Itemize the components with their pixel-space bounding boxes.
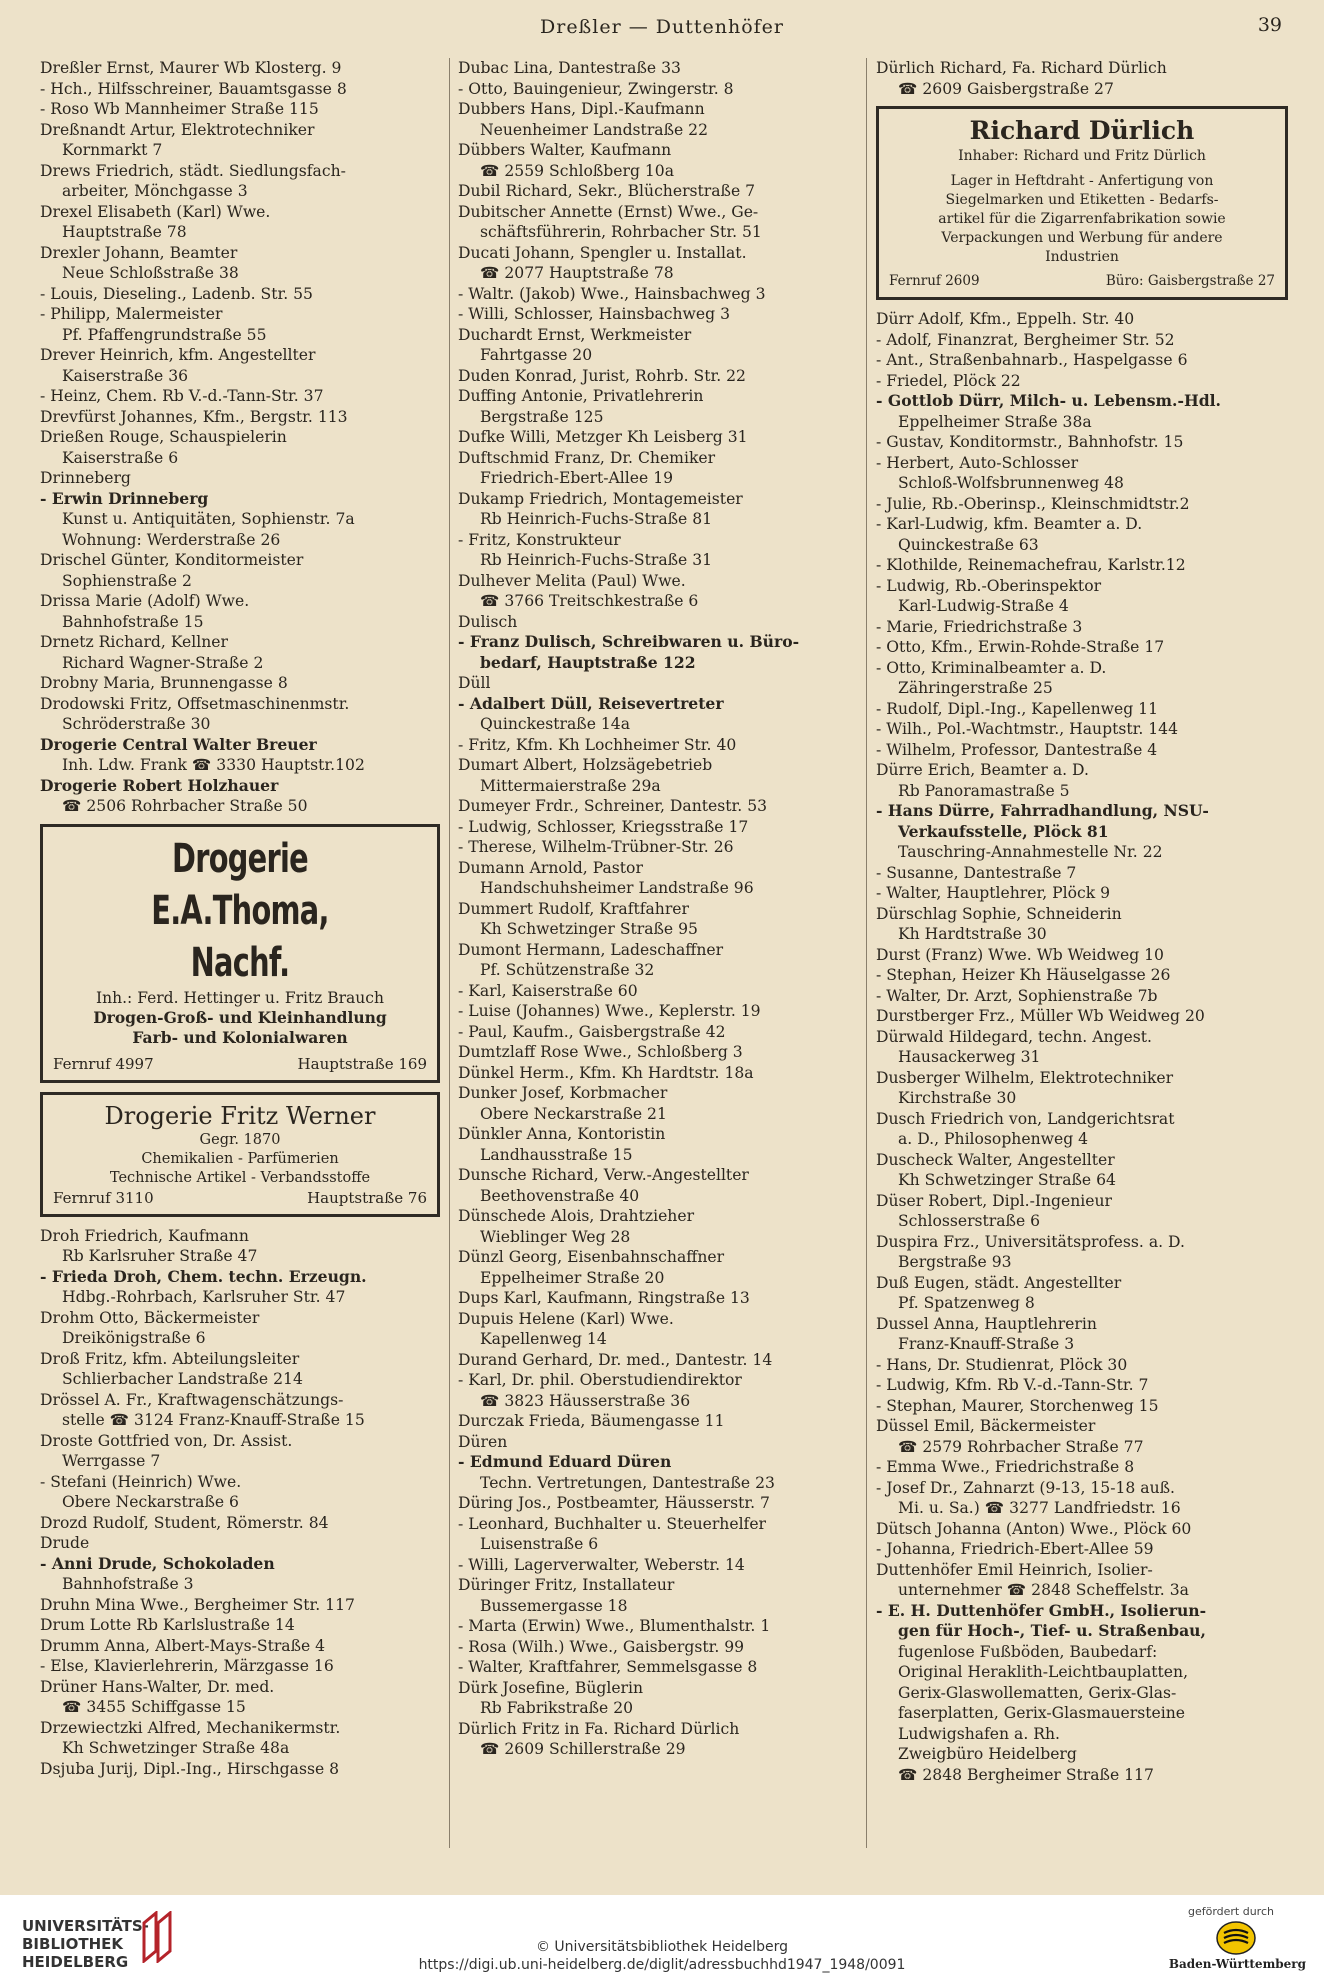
directory-entry: - Otto, Kriminalbeamter a. D. [876, 658, 1107, 677]
directory-entry: Rb Heinrich-Fuchs-Straße 81 [480, 510, 713, 528]
ad-owner: Inhaber: Richard und Fritz Dürlich [958, 148, 1206, 164]
directory-entry: ☎ 2609 Schillerstraße 29 [480, 1740, 686, 1758]
directory-entry: - Rudolf, Dipl.-Ing., Kapellenweg 11 [876, 699, 1158, 718]
directory-entry: Dsjuba Jurij, Dipl.-Ing., Hirschgasse 8 [40, 1759, 340, 1778]
directory-entry: Friedrich-Ebert-Allee 19 [480, 469, 674, 487]
directory-entry: - Willi, Schlosser, Hainsbachweg 3 [458, 305, 730, 323]
directory-entry: Dusch Friedrich von, Landgerichtsrat [876, 1109, 1175, 1128]
directory-entry: Dreßnandt Artur, Elektrotechniker [40, 120, 315, 139]
directory-entry: Drozd Rudolf, Student, Römerstr. 84 [40, 1513, 329, 1532]
directory-entry: Sophienstraße 2 [62, 571, 192, 590]
column-divider [449, 58, 450, 1848]
directory-entry: fugenlose Fußböden, Baubedarf: [898, 1642, 1158, 1661]
directory-entry: Druhn Mina Wwe., Bergheimer Str. 117 [40, 1595, 355, 1614]
directory-entry: Drevfürst Johannes, Kfm., Bergstr. 113 [40, 407, 348, 426]
directory-entry: Rb Heinrich-Fuchs-Straße 31 [480, 551, 713, 569]
directory-entry: Pf. Schützenstraße 32 [480, 961, 655, 979]
directory-entry: - Ludwig, Schlosser, Kriegsstraße 17 [458, 817, 749, 836]
directory-entry: Durczak Frieda, Bäumengasse 11 [458, 1412, 725, 1430]
directory-entry: Duchardt Ernst, Werkmeister [458, 325, 692, 344]
directory-entry: Dürlich Richard, Fa. Richard Dürlich [876, 59, 1167, 77]
directory-entry: Rb Panoramastraße 5 [898, 781, 1070, 800]
directory-entry: - Fritz, Kfm. Kh Lochheimer Str. 40 [458, 735, 737, 754]
directory-entry: Neue Schloßstraße 38 [62, 264, 239, 282]
directory-entry: Handschuhsheimer Landstraße 96 [480, 879, 754, 897]
directory-entry: - Johanna, Friedrich-Ebert-Allee 59 [876, 1540, 1154, 1558]
directory-entry: Wieblinger Weg 28 [480, 1227, 631, 1246]
directory-entry: Dubitscher Annette (Ernst) Wwe., Ge- [458, 202, 759, 221]
directory-entry: Dufke Willi, Metzger Kh Leisberg 31 [458, 428, 748, 446]
directory-entry: Duspira Frz., Universitätsprofess. a. D. [876, 1232, 1185, 1251]
directory-entry: ☎ 2579 Rohrbacher Straße 77 [898, 1437, 1144, 1456]
entry-list [876, 58, 1288, 99]
directory-entry: ☎ 2559 Schloßberg 10a [480, 161, 675, 180]
ad-line: Farb- und Kolonialwaren [132, 1027, 348, 1047]
sponsor-name: Baden-Württemberg [1168, 1957, 1306, 1971]
directory-entry: - Herbert, Auto-Schlosser [876, 453, 1079, 472]
directory-entry: Kh Schwetzinger Straße 95 [480, 920, 698, 938]
directory-entry: - Emma Wwe., Friedrichstraße 8 [876, 1458, 1135, 1476]
ad-richard-duerlich [876, 106, 1288, 300]
directory-entry: Dürr Adolf, Kfm., Eppelh. Str. 40 [876, 310, 1135, 328]
directory-entry: Dütsch Johanna (Anton) Wwe., Plöck 60 [876, 1519, 1192, 1538]
directory-entry: - Hans, Dr. Studienrat, Plöck 30 [876, 1355, 1128, 1374]
directory-entry: Dulisch [458, 612, 518, 631]
directory-entry: Düll [458, 674, 491, 692]
directory-entry: Dumann Arnold, Pastor [458, 858, 643, 877]
state-coat-of-arms-icon [1216, 1921, 1256, 1955]
directory-entry: a. D., Philosophenweg 4 [898, 1130, 1089, 1148]
directory-entry: ☎ 3455 Schiffgasse 15 [62, 1698, 246, 1716]
directory-entry: Drobny Maria, Brunnengasse 8 [40, 674, 288, 692]
directory-entry: Duttenhöfer Emil Heinrich, Isolier- [876, 1560, 1153, 1579]
directory-entry: - Walter, Kraftfahrer, Semmelsgasse 8 [458, 1658, 758, 1676]
directory-entry: Durand Gerhard, Dr. med., Dantestr. 14 [458, 1350, 773, 1369]
sponsor-prefix: gefördert durch [1187, 1905, 1274, 1918]
directory-entry: bedarf, Hauptstraße 122 [480, 652, 696, 672]
directory-entry: Mittermaierstraße 29a [480, 776, 661, 795]
directory-entry: Drumm Anna, Albert-Mays-Straße 4 [40, 1636, 326, 1655]
directory-entry: - Wilh., Pol.-Wachtmstr., Hauptstr. 144 [876, 720, 1179, 738]
directory-entry: Drnetz Richard, Kellner [40, 633, 228, 651]
directory-entry: Rb Fabrikstraße 20 [480, 1699, 634, 1717]
directory-entry: Wohnung: Werderstraße 26 [62, 530, 281, 549]
directory-entry: Richard Wagner-Straße 2 [62, 653, 264, 672]
directory-entry: ☎ 2506 Rohrbacher Straße 50 [62, 797, 308, 815]
column-1 [40, 58, 440, 1888]
directory-entry: - Luise (Johannes) Wwe., Keplerstr. 19 [458, 1002, 761, 1020]
directory-entry: Dünschede Alois, Drahtzieher [458, 1207, 695, 1225]
directory-entry: ☎ 3823 Häusserstraße 36 [480, 1391, 691, 1410]
directory-entry: Ludwigshafen a. Rh. [898, 1724, 1060, 1743]
directory-entry: Pf. Pfaffengrundstraße 55 [62, 325, 267, 344]
directory-entry: - Edmund Eduard Düren [458, 1452, 672, 1471]
ad-address: Hauptstraße 76 [307, 1188, 427, 1207]
ad-phone: Fernruf 3110 [53, 1188, 154, 1207]
directory-entry: Dups Karl, Kaufmann, Ringstraße 13 [458, 1289, 750, 1307]
ad-owner: Inh.: Ferd. Hettinger u. Fritz Brauch [96, 988, 384, 1007]
directory-entry: Dreikönigstraße 6 [62, 1329, 206, 1347]
directory-entry: - Frieda Droh, Chem. techn. Erzeugn. [40, 1266, 367, 1286]
entry-list [876, 309, 1288, 1785]
directory-entry: - E. H. Duttenhöfer GmbH., Isolierun- [876, 1600, 1207, 1620]
directory-entry: Kaiserstraße 36 [62, 366, 189, 385]
directory-entry: Dubbers Hans, Dipl.-Kaufmann [458, 100, 705, 118]
directory-entry: Durstberger Frz., Müller Wb Weidweg 20 [876, 1007, 1205, 1025]
directory-entry: Kirchstraße 30 [898, 1089, 1017, 1107]
directory-entry: Dürre Erich, Beamter a. D. [876, 761, 1089, 779]
directory-entry: Kaiserstraße 6 [62, 448, 179, 467]
library-name-line: UNIVERSITÄTS- [22, 1917, 149, 1935]
directory-entry: Kapellenweg 14 [480, 1330, 607, 1348]
directory-entry: - Otto, Kfm., Erwin-Rohde-Straße 17 [876, 638, 1165, 656]
directory-entry: Inh. Ldw. Frank ☎ 3330 Hauptstr.102 [62, 756, 365, 774]
directory-entry: - Karl-Ludwig, kfm. Beamter a. D. [876, 515, 1143, 533]
directory-entry: Drissa Marie (Adolf) Wwe. [40, 592, 250, 610]
directory-entry: - Gustav, Konditormstr., Bahnhofstr. 15 [876, 433, 1184, 451]
ad-line: Drogen-Groß- und Kleinhandlung [93, 1007, 387, 1027]
directory-entry: ☎ 3766 Treitschkestraße 6 [480, 592, 699, 610]
directory-entry: Bussemergasse 18 [480, 1596, 628, 1615]
directory-entry: Bahnhofstraße 3 [62, 1575, 194, 1593]
directory-entry: Mi. u. Sa.) ☎ 3277 Landfriedstr. 16 [898, 1499, 1181, 1517]
column-divider [866, 58, 867, 1848]
directory-entry: - Josef Dr., Zahnarzt (9-13, 15-18 auß. [876, 1478, 1175, 1497]
ad-address: Hauptstraße 169 [297, 1054, 427, 1073]
directory-entry: Gerix-Glaswollematten, Gerix-Glas- [898, 1683, 1177, 1702]
directory-entry: Original Heraklith-Leichtbauplatten, [898, 1663, 1189, 1681]
directory-entry: Bahnhofstraße 15 [62, 612, 204, 631]
directory-entry: Kh Schwetzinger Straße 64 [898, 1171, 1116, 1189]
directory-entry: Dünkler Anna, Kontoristin [458, 1125, 666, 1143]
directory-entry: Dürk Josefine, Büglerin [458, 1678, 644, 1697]
directory-entry: - Heinz, Chem. Rb V.-d.-Tann-Str. 37 [40, 387, 324, 405]
directory-entry: Franz-Knauff-Straße 3 [898, 1335, 1075, 1353]
directory-entry: - Stephan, Maurer, Storchenweg 15 [876, 1396, 1159, 1415]
ad-phone: Fernruf 4997 [53, 1054, 154, 1073]
page-header-title: Dreßler — Duttenhöfer [540, 16, 784, 38]
directory-entry: - Fritz, Konstrukteur [458, 530, 621, 549]
directory-entry: Obere Neckarstraße 21 [480, 1104, 667, 1123]
entry-list [458, 58, 856, 1760]
directory-entry: Beethovenstraße 40 [480, 1186, 640, 1205]
directory-entry: faserplatten, Gerix-Glasmauersteine [898, 1704, 1185, 1722]
ad-lines [889, 172, 1275, 267]
directory-entry: Dunsche Richard, Verw.-Angestellter [458, 1166, 749, 1184]
directory-entry: Duffing Antonie, Privatlehrerin [458, 387, 704, 405]
library-name-line: HEIDELBERG [22, 1953, 129, 1971]
directory-entry: Ducati Johann, Spengler u. Installat. [458, 243, 747, 262]
page-number: 39 [1257, 14, 1282, 36]
directory-entry: Drinneberg [40, 469, 131, 487]
directory-entry: Kh Hardtstraße 30 [898, 925, 1047, 943]
directory-entry: Dumont Hermann, Ladeschaffner [458, 940, 724, 959]
directory-entry: Pf. Spatzenweg 8 [898, 1294, 1035, 1312]
directory-entry: Tauschring-Annahmestelle Nr. 22 [898, 843, 1163, 861]
directory-entry: Schlosserstraße 6 [898, 1212, 1041, 1230]
directory-entry: Dübbers Walter, Kaufmann [458, 141, 672, 159]
directory-entry: Drever Heinrich, kfm. Angestellter [40, 346, 316, 364]
directory-entry: schäftsführerin, Rohrbacher Str. 51 [480, 223, 762, 241]
directory-entry: Drogerie Robert Holzhauer [40, 775, 279, 795]
directory-entry: ☎ 2609 Gaisbergstraße 27 [898, 79, 1114, 98]
directory-entry: Dunker Josef, Korbmacher [458, 1084, 668, 1102]
directory-entry: Zähringerstraße 25 [898, 679, 1053, 697]
directory-entry: Drzewiectzki Alfred, Mechanikermstr. [40, 1718, 341, 1737]
directory-entry: - Wilhelm, Professor, Dantestraße 4 [876, 740, 1158, 759]
ad-office: Büro: Gaisbergstraße 27 [1105, 273, 1275, 289]
directory-entry: arbeiter, Mönchgasse 3 [62, 182, 248, 200]
directory-entry: Karl-Ludwig-Straße 4 [898, 597, 1069, 615]
directory-entry: Droß Fritz, kfm. Abteilungsleiter [40, 1349, 300, 1368]
directory-entry: Dürwald Hildegard, techn. Angest. [876, 1027, 1152, 1046]
directory-entry: Düren [458, 1432, 508, 1451]
directory-entry: Dukamp Friedrich, Montagemeister [458, 489, 743, 508]
directory-entry: Düringer Fritz, Installateur [458, 1576, 675, 1594]
footer-bar [0, 1895, 1324, 1979]
ad-title: Richard Dürlich [969, 116, 1195, 145]
directory-entry: Drogerie Central Walter Breuer [40, 734, 317, 754]
directory-entry: Werrgasse 7 [62, 1452, 161, 1470]
directory-entry: Dulhever Melita (Paul) Wwe. [458, 571, 686, 590]
directory-entry: Fahrtgasse 20 [480, 346, 593, 364]
entry-list [40, 58, 440, 817]
directory-entry: Kornmarkt 7 [62, 141, 163, 159]
ad-line: Industrien [1045, 249, 1119, 265]
directory-entry: Drischel Günter, Konditormeister [40, 551, 304, 569]
directory-entry: - Klothilde, Reinemachefrau, Karlstr.12 [876, 556, 1186, 574]
directory-entry: Dünzl Georg, Eisenbahnschaffner [458, 1248, 725, 1266]
ad-line: artikel für die Zigarrenfabrikation sowie [938, 211, 1226, 227]
directory-entry: - Ludwig, Rb.-Oberinspektor [876, 576, 1102, 595]
directory-entry: - Stephan, Heizer Kh Häuselgasse 26 [876, 966, 1171, 984]
directory-entry: - Therese, Wilhelm-Trübner-Str. 26 [458, 838, 734, 856]
directory-entry: Landhausstraße 15 [480, 1145, 633, 1164]
directory-entry: Obere Neckarstraße 6 [62, 1493, 239, 1511]
directory-entry: Drexel Elisabeth (Karl) Wwe. [40, 202, 271, 221]
library-logo-icon [140, 1911, 184, 1963]
directory-entry: Kh Schwetzinger Straße 48a [62, 1739, 290, 1757]
directory-entry: Rb Karlsruher Straße 47 [62, 1247, 258, 1265]
ad-line: Verpackungen und Werbung für andere [941, 230, 1223, 246]
directory-entry: - Karl, Dr. phil. Oberstudiendirektor [458, 1371, 742, 1389]
directory-entry: - Marie, Friedrichstraße 3 [876, 617, 1083, 636]
directory-entry: - Julie, Rb.-Oberinsp., Kleinschmidtstr.2 [876, 494, 1190, 513]
directory-entry: Dumtzlaff Rose Wwe., Schloßberg 3 [458, 1043, 743, 1061]
ad-line: Chemikalien - Parfümerien [141, 1150, 339, 1167]
directory-entry: - Marta (Erwin) Wwe., Blumenthalstr. 1 [458, 1617, 771, 1635]
directory-entry: Dürschlag Sophie, Schneiderin [876, 904, 1122, 923]
directory-entry: Dummert Rudolf, Kraftfahrer [458, 899, 689, 918]
directory-entry: - Karl, Kaiserstraße 60 [458, 981, 638, 1000]
directory-entry: Quinckestraße 14a [480, 715, 631, 733]
directory-entry: - Erwin Drinneberg [40, 488, 209, 508]
directory-entry: Duftschmid Franz, Dr. Chemiker [458, 448, 716, 467]
directory-entry: Techn. Vertretungen, Dantestraße 23 [480, 1473, 775, 1492]
directory-entry: - Philipp, Malermeister [40, 305, 223, 323]
ad-founded: Gegr. 1870 [199, 1131, 281, 1148]
source-url-link[interactable]: https://digi.ub.uni-heidelberg.de/diglit/adressbuchhd1947_1948/0091 [418, 1957, 906, 1973]
directory-entry: Drews Friedrich, städt. Siedlungsfach- [40, 161, 346, 180]
ad-drogerie-thoma [40, 824, 440, 1083]
directory-entry: Düser Robert, Dipl.-Ingenieur [876, 1191, 1113, 1210]
directory-entry: stelle ☎ 3124 Franz-Knauff-Straße 15 [62, 1411, 365, 1429]
directory-entry: - Anni Drude, Schokoladen [40, 1553, 275, 1573]
directory-entry: unternehmer ☎ 2848 Scheffelstr. 3a [898, 1581, 1189, 1599]
directory-entry: - Paul, Kaufm., Gaisbergstraße 42 [458, 1022, 726, 1041]
directory-entry: ☎ 2077 Hauptstraße 78 [480, 264, 674, 282]
directory-entry: Dumart Albert, Holzsägebetrieb [458, 756, 713, 774]
directory-entry: Schlierbacher Landstraße 214 [62, 1370, 303, 1388]
directory-entry: Luisenstraße 6 [480, 1535, 599, 1553]
ad-phone: Fernruf 2609 [889, 273, 980, 289]
directory-entry: - Stefani (Heinrich) Wwe. [40, 1472, 242, 1491]
directory-entry: - Hch., Hilfsschreiner, Bauamtsgasse 8 [40, 79, 347, 98]
directory-entry: Verkaufsstelle, Plöck 81 [898, 821, 1109, 841]
directory-entry: - Otto, Bauingenieur, Zwingerstr. 8 [458, 79, 734, 98]
directory-entry: Drodowski Fritz, Offsetmaschinenmstr. [40, 694, 350, 713]
directory-entry: Drüner Hans-Walter, Dr. med. [40, 1677, 275, 1696]
directory-entry: Hdbg.-Rohrbach, Karlsruher Str. 47 [62, 1288, 346, 1306]
directory-entry: Dünkel Herm., Kfm. Kh Hardtstr. 18a [458, 1063, 754, 1082]
directory-entry: Düring Jos., Postbeamter, Häusserstr. 7 [458, 1494, 770, 1512]
directory-entry: Drössel A. Fr., Kraftwagenschätzungs- [40, 1390, 344, 1409]
directory-entry: Eppelheimer Straße 38a [898, 412, 1092, 431]
directory-entry: Dubac Lina, Dantestraße 33 [458, 59, 681, 77]
directory-entry: Dreßler Ernst, Maurer Wb Klosterg. 9 [40, 59, 342, 77]
directory-entry: Durst (Franz) Wwe. Wb Weidweg 10 [876, 945, 1164, 964]
directory-entry: - Gottlob Dürr, Milch- u. Lebensm.-Hdl. [876, 391, 1221, 410]
directory-entry: Kunst u. Antiquitäten, Sophienstr. 7a [62, 510, 355, 528]
directory-entry: - Rosa (Wilh.) Wwe., Gaisbergstr. 99 [458, 1637, 745, 1656]
library-name-line: BIBLIOTHEK [22, 1935, 123, 1953]
column-3 [876, 58, 1288, 1888]
directory-entry: - Friedel, Plöck 22 [876, 371, 1021, 390]
directory-entry: Hauptstraße 78 [62, 223, 187, 241]
directory-entry: - Susanne, Dantestraße 7 [876, 863, 1077, 882]
directory-entry: - Hans Dürre, Fahrradhandlung, NSU- [876, 801, 1209, 820]
directory-entry: - Adolf, Finanzrat, Bergheimer Str. 52 [876, 330, 1175, 349]
directory-entry: Dussel Anna, Hauptlehrerin [876, 1314, 1097, 1333]
directory-entry: Drude [40, 1534, 90, 1552]
directory-entry: Düssel Emil, Bäckermeister [876, 1417, 1096, 1435]
ad-line: Lager in Heftdraht - Anfertigung von [950, 173, 1214, 189]
directory-entry: - Adalbert Düll, Reisevertreter [458, 693, 724, 713]
directory-entry: Duscheck Walter, Angestellter [876, 1150, 1115, 1169]
directory-entry: gen für Hoch-, Tief- u. Straßenbau, [898, 1621, 1206, 1640]
copyright-notice: © Universitätsbibliothek Heidelberg [535, 1939, 788, 1955]
directory-entry: Droh Friedrich, Kaufmann [40, 1226, 249, 1245]
directory-entry: Dusberger Wilhelm, Elektrotechniker [876, 1068, 1174, 1087]
directory-entry: Drexler Johann, Beamter [40, 243, 238, 262]
ad-title: Drogerie Fritz Werner [104, 1101, 376, 1130]
directory-entry: Duden Konrad, Jurist, Rohrb. Str. 22 [458, 366, 746, 385]
directory-entry: Dürlich Fritz in Fa. Richard Dürlich [458, 1719, 740, 1738]
directory-entry: - Else, Klavierlehrerin, Märzgasse 16 [40, 1657, 334, 1675]
directory-entry: - Ludwig, Kfm. Rb V.-d.-Tann-Str. 7 [876, 1376, 1149, 1394]
directory-entry: Drießen Rouge, Schauspielerin [40, 428, 287, 446]
column-2 [458, 58, 856, 1888]
directory-entry: Eppelheimer Straße 20 [480, 1268, 665, 1287]
directory-entry: Zweigbüro Heidelberg [898, 1745, 1077, 1763]
ad-line: Technische Artikel - Verbandsstoffe [109, 1169, 371, 1186]
ad-drogerie-werner [40, 1092, 440, 1217]
directory-entry: - Ant., Straßenbahnarb., Haspelgasse 6 [876, 351, 1188, 369]
directory-entry: Hausackerweg 31 [898, 1048, 1041, 1066]
directory-entry: Schröderstraße 30 [62, 715, 211, 733]
directory-entry: ☎ 2848 Bergheimer Straße 117 [898, 1765, 1154, 1784]
directory-entry: Droste Gottfried von, Dr. Assist. [40, 1431, 293, 1450]
directory-entry: Bergstraße 125 [480, 407, 604, 426]
directory-entry: - Waltr. (Jakob) Wwe., Hainsbachweg 3 [458, 284, 766, 303]
ad-title: Drogerie E.A.Thoma, Nachf. [151, 835, 329, 986]
directory-entry: - Roso Wb Mannheimer Straße 115 [40, 100, 319, 118]
directory-entry: - Leonhard, Buchhalter u. Steuerhelfer [458, 1514, 767, 1533]
directory-entry: Schloß-Wolfsbrunnenweg 48 [898, 474, 1124, 492]
ad-line: Siegelmarken und Etiketten - Bedarfs- [945, 192, 1219, 208]
directory-entry: Dumeyer Frdr., Schreiner, Dantestr. 53 [458, 797, 768, 815]
directory-entry: Quinckestraße 63 [898, 535, 1039, 554]
directory-entry: Dupuis Helene (Karl) Wwe. [458, 1309, 674, 1328]
directory-entry: Drum Lotte Rb Karlslustraße 14 [40, 1616, 295, 1634]
directory-entry: - Walter, Dr. Arzt, Sophienstraße 7b [876, 986, 1158, 1005]
directory-entry: Duß Eugen, städt. Angestellter [876, 1273, 1122, 1292]
directory-entry: - Louis, Dieseling., Ladenb. Str. 55 [40, 284, 313, 303]
directory-entry: Drohm Otto, Bäckermeister [40, 1308, 260, 1327]
directory-entry: - Walter, Hauptlehrer, Plöck 9 [876, 884, 1111, 902]
directory-entry: Bergstraße 93 [898, 1253, 1012, 1271]
directory-entry: Dubil Richard, Sekr., Blücherstraße 7 [458, 182, 756, 200]
directory-entry: - Willi, Lagerverwalter, Weberstr. 14 [458, 1555, 745, 1574]
entry-list [40, 1226, 440, 1780]
directory-entry: Neuenheimer Landstraße 22 [480, 120, 709, 139]
directory-entry: - Franz Dulisch, Schreibwaren u. Büro- [458, 632, 800, 651]
